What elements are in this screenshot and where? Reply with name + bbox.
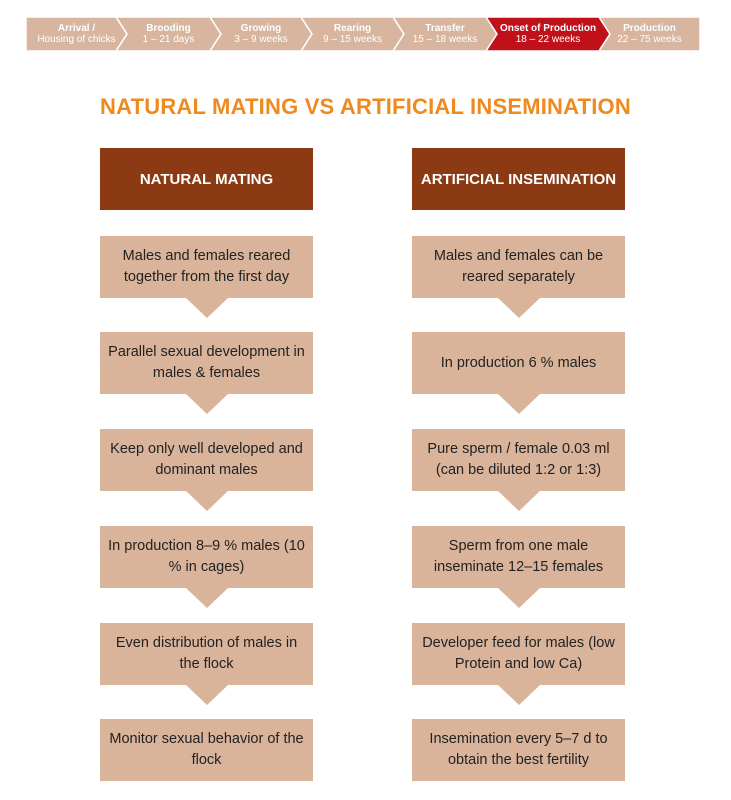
artificial-insemination-header — [412, 148, 625, 210]
artificial-step-3 — [412, 429, 625, 491]
natural-step-3 — [100, 429, 313, 491]
artificial-step-2 — [412, 332, 625, 394]
natural-mating-header-label: NATURAL MATING — [139, 170, 274, 188]
stage-production-name: Production — [623, 23, 676, 34]
stage-production-range: 22 – 75 weeks — [617, 34, 682, 45]
artificial-step-1-text: Males and females can be reared separately — [433, 248, 604, 285]
stage-transfer-name: Transfer — [425, 23, 465, 34]
stage-transfer-range: 15 – 18 weeks — [412, 34, 478, 45]
stage-production — [599, 17, 700, 51]
natural-step-2-text: Parallel sexual development in males & females — [108, 344, 305, 381]
artificial-step-5 — [412, 623, 625, 685]
artificial-step-3-text: Pure sperm / female 0.03 ml (can be diluted 1:2 or 1:3) — [427, 441, 610, 478]
stage-brooding-name: Brooding — [146, 23, 191, 34]
stage-arrival-range: Housing of chicks — [37, 34, 116, 45]
page-title: NATURAL MATING VS ARTIFICIAL INSEMINATION — [100, 94, 631, 119]
artificial-step-2-text: In production 6 % males — [440, 354, 597, 371]
stage-transfer — [393, 17, 497, 51]
stage-brooding — [116, 17, 221, 51]
natural-step-6 — [100, 719, 313, 781]
stage-rearing — [301, 17, 404, 51]
stage-bar — [26, 17, 700, 51]
natural-step-3-text: Keep only well developed and dominant males — [110, 441, 303, 478]
stage-growing-name: Growing — [240, 23, 282, 34]
stage-brooding-range: 1 – 21 days — [142, 34, 195, 45]
artificial-step-4 — [412, 526, 625, 588]
natural-mating-header — [100, 148, 313, 210]
natural-step-1-text: Males and females reared together from the first day — [122, 248, 291, 285]
stage-rearing-name: Rearing — [333, 23, 372, 34]
artificial-step-6-text: Insemination every 5–7 d to obtain the best fertility — [429, 731, 608, 768]
stage-onset-of-production — [486, 17, 610, 51]
stage-arrival — [26, 17, 127, 51]
stage-onset-name: Onset of Production — [499, 23, 597, 34]
natural-step-5-text: Even distribution of males in the flock — [115, 635, 298, 672]
stage-rearing-range: 9 – 15 weeks — [323, 34, 382, 45]
stage-growing-range: 3 – 9 weeks — [234, 34, 288, 45]
artificial-step-5-text: Developer feed for males (low Protein and low Ca) — [422, 635, 615, 672]
stage-growing — [210, 17, 312, 51]
artificial-step-6 — [412, 719, 625, 781]
natural-step-2 — [100, 332, 313, 394]
stage-onset-range: 18 – 22 weeks — [515, 34, 581, 45]
stage-arrival-name: Arrival / — [57, 23, 96, 34]
artificial-insemination-header-label: ARTIFICIAL INSEMINATION — [420, 170, 617, 188]
natural-step-4 — [100, 526, 313, 588]
natural-step-4-text: In production 8–9 % males (10 % in cages) — [108, 538, 305, 575]
artificial-step-4-text: Sperm from one male inseminate 12–15 females — [433, 538, 604, 575]
natural-step-6-text: Monitor sexual behavior of the flock — [109, 731, 304, 768]
artificial-step-1 — [412, 236, 625, 298]
natural-step-1 — [100, 236, 313, 298]
natural-step-5 — [100, 623, 313, 685]
